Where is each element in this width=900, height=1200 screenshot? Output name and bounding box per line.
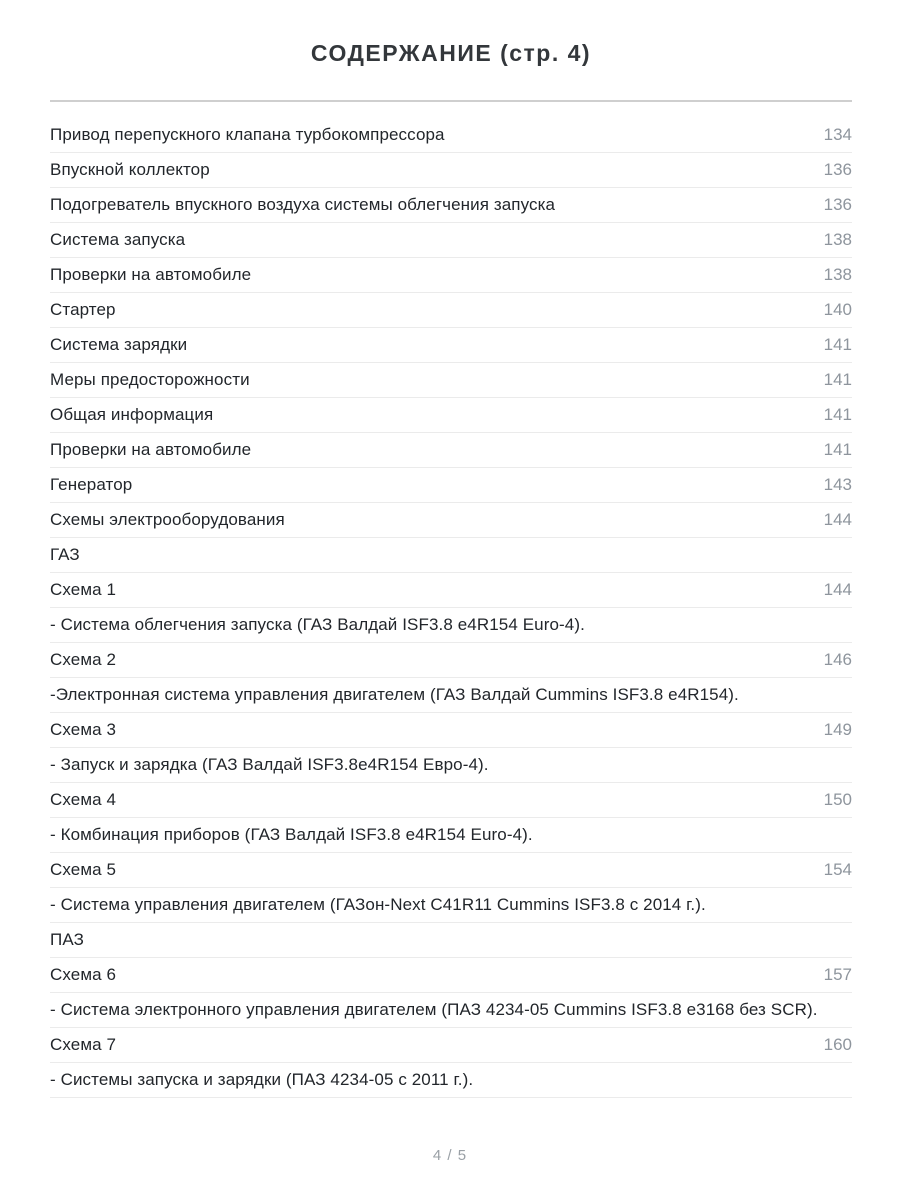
toc-entry-label: Схема 1 — [50, 580, 117, 599]
toc-entry[interactable] — [50, 1063, 852, 1098]
toc-entry-label: Привод перепускного клапана турбокомпрессора — [50, 125, 445, 144]
toc-entry-page: 144 — [823, 510, 852, 529]
toc-entry-page: 141 — [823, 440, 852, 459]
toc-entry[interactable] — [50, 1028, 852, 1063]
toc-entry-page: 140 — [823, 300, 852, 319]
toc-entry[interactable] — [50, 363, 852, 398]
toc-entry-page: 138 — [823, 230, 852, 249]
toc-entry[interactable] — [50, 433, 852, 468]
toc-entry[interactable] — [50, 118, 852, 153]
toc-entry-label: -Электронная система управления двигателем (ГАЗ Валдай Cummins ISF3.8 e4R154). — [50, 685, 739, 704]
toc-entry-label: - Система управления двигателем (ГАЗон-Next C41R11 Cummins ISF3.8 с 2014 г.). — [50, 895, 706, 914]
toc-entry-page: 150 — [823, 790, 852, 809]
toc-entry[interactable] — [50, 713, 852, 748]
toc-entry[interactable] — [50, 888, 852, 923]
toc-entry[interactable] — [50, 573, 852, 608]
toc-entry[interactable] — [50, 503, 852, 538]
toc-entry-label: Стартер — [50, 300, 116, 319]
toc-entry[interactable] — [50, 608, 852, 643]
toc-entry[interactable] — [50, 923, 852, 958]
toc-entry[interactable] — [50, 853, 852, 888]
page-title: СОДЕРЖАНИЕ (стр. 4) — [310, 40, 592, 66]
toc-entry-label: ПАЗ — [50, 930, 84, 949]
toc-entry[interactable] — [50, 258, 852, 293]
toc-entry-label: Схема 2 — [50, 650, 117, 669]
toc-entry[interactable] — [50, 468, 852, 503]
toc-entry-label: - Комбинация приборов (ГАЗ Валдай ISF3.8 e4R154 Euro-4). — [50, 825, 533, 844]
toc-entry-label: Схема 3 — [50, 720, 117, 739]
toc-list — [50, 118, 852, 1098]
toc-entry-label: - Запуск и зарядка (ГАЗ Валдай ISF3.8e4R154 Евро-4). — [50, 755, 489, 774]
toc-entry[interactable] — [50, 328, 852, 363]
toc-entry-label: - Система облегчения запуска (ГАЗ Валдай ISF3.8 e4R154 Euro-4). — [50, 615, 585, 634]
toc-entry-label: Меры предосторожности — [50, 370, 250, 389]
toc-entry-label: Общая информация — [50, 405, 214, 424]
toc-entry-label: Впускной коллектор — [50, 160, 210, 179]
toc-entry-page: 154 — [823, 860, 852, 879]
toc-entry-label: Схема 5 — [50, 860, 117, 879]
toc-entry-page: 136 — [823, 195, 852, 214]
toc-entry-page: 157 — [823, 965, 852, 984]
toc-entry-page: 136 — [823, 160, 852, 179]
toc-entry[interactable] — [50, 748, 852, 783]
toc-entry-label: Проверки на автомобиле — [50, 265, 252, 284]
toc-entry-label: Схема 7 — [50, 1035, 117, 1054]
toc-entry-label: Схемы электрооборудования — [50, 510, 285, 529]
toc-entry-label: Схема 4 — [50, 790, 117, 809]
toc-entry[interactable] — [50, 678, 852, 713]
toc-entry[interactable] — [50, 153, 852, 188]
page-indicator: 4 / 5 — [432, 1147, 468, 1164]
toc-entry[interactable] — [50, 223, 852, 258]
toc-entry[interactable] — [50, 188, 852, 223]
toc-entry-page: 134 — [823, 125, 852, 144]
toc-entry[interactable] — [50, 293, 852, 328]
toc-entry[interactable] — [50, 993, 852, 1028]
toc-entry-label: Схема 6 — [50, 965, 117, 984]
toc-entry-page: 141 — [823, 370, 852, 389]
toc-entry[interactable] — [50, 958, 852, 993]
toc-entry-page: 143 — [823, 475, 852, 494]
toc-entry-label: ГАЗ — [50, 545, 80, 564]
title-divider — [50, 100, 852, 102]
toc-entry-label: - Система электронного управления двигателем (ПАЗ 4234-05 Cummins ISF3.8 е3168 без SCR). — [50, 1000, 818, 1019]
toc-entry-page: 160 — [823, 1035, 852, 1054]
toc-entry[interactable] — [50, 643, 852, 678]
toc-entry[interactable] — [50, 398, 852, 433]
toc-entry-page: 141 — [823, 335, 852, 354]
toc-entry-label: Система запуска — [50, 230, 186, 249]
toc-entry-page: 141 — [823, 405, 852, 424]
toc-entry-page: 144 — [823, 580, 852, 599]
toc-entry-page: 149 — [823, 720, 852, 739]
toc-entry-page: 138 — [823, 265, 852, 284]
toc-entry[interactable] — [50, 538, 852, 573]
toc-entry-label: Подогреватель впускного воздуха системы облегчения запуска — [50, 195, 556, 214]
toc-entry-label: Система зарядки — [50, 335, 188, 354]
toc-entry-page: 146 — [823, 650, 852, 669]
toc-entry-label: - Системы запуска и зарядки (ПАЗ 4234-05 с 2011 г.). — [50, 1070, 474, 1089]
toc-entry[interactable] — [50, 818, 852, 853]
toc-entry[interactable] — [50, 783, 852, 818]
toc-entry-label: Генератор — [50, 475, 133, 494]
toc-entry-label: Проверки на автомобиле — [50, 440, 252, 459]
